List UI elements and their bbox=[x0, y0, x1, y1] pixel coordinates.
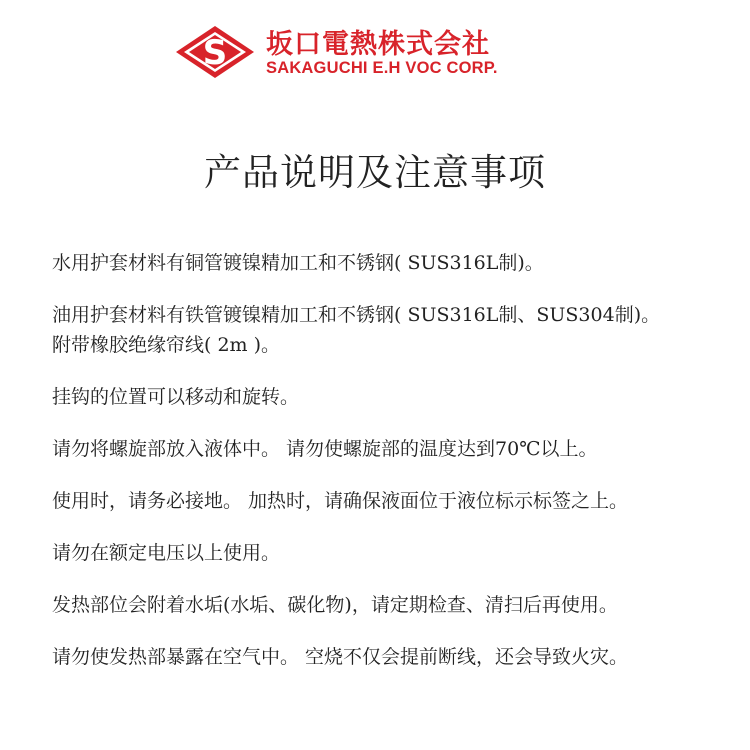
note-item bbox=[52, 300, 732, 360]
note-item bbox=[52, 248, 732, 278]
note-item bbox=[52, 486, 732, 516]
note-line: 请勿使发热部暴露在空气中。 空烧不仅会提前断线，还会导致火灾。 bbox=[52, 646, 629, 668]
note-item bbox=[52, 434, 732, 464]
company-name-en: SAKAGUCHI E.H VOC CORP. bbox=[266, 59, 498, 77]
note-line: 附带橡胶绝缘帘线( 2m )。 bbox=[52, 334, 281, 356]
page-title: 产品说明及注意事项 bbox=[204, 151, 546, 194]
note-item bbox=[52, 538, 732, 568]
note-line: 请勿在额定电压以上使用。 bbox=[52, 542, 281, 564]
note-line: 油用护套材料有铁管镀镍精加工和不锈钢( SUS316L制、SUS304制)。 bbox=[52, 304, 661, 326]
note-line: 使用时，请务必接地。 加热时，请确保液面位于液位标示标签之上。 bbox=[52, 490, 629, 512]
note-line: 发热部位会附着水垢(水垢、碳化物)，请定期检查、清扫后再使用。 bbox=[52, 594, 618, 616]
note-item bbox=[52, 642, 732, 672]
company-header bbox=[174, 22, 574, 86]
note-line: 挂钩的位置可以移动和旋转。 bbox=[52, 386, 300, 408]
logo-letter: S bbox=[202, 33, 228, 73]
company-name-jp: 坂口電熱株式会社 bbox=[266, 29, 490, 60]
company-logo bbox=[174, 24, 256, 80]
note-line: 水用护套材料有铜管镀镍精加工和不锈钢( SUS316L制)。 bbox=[52, 252, 544, 274]
note-line: 请勿将螺旋部放入液体中。 请勿使螺旋部的温度达到70℃以上。 bbox=[52, 438, 598, 460]
notes-list bbox=[52, 248, 732, 694]
note-item bbox=[52, 382, 732, 412]
note-item bbox=[52, 590, 732, 620]
